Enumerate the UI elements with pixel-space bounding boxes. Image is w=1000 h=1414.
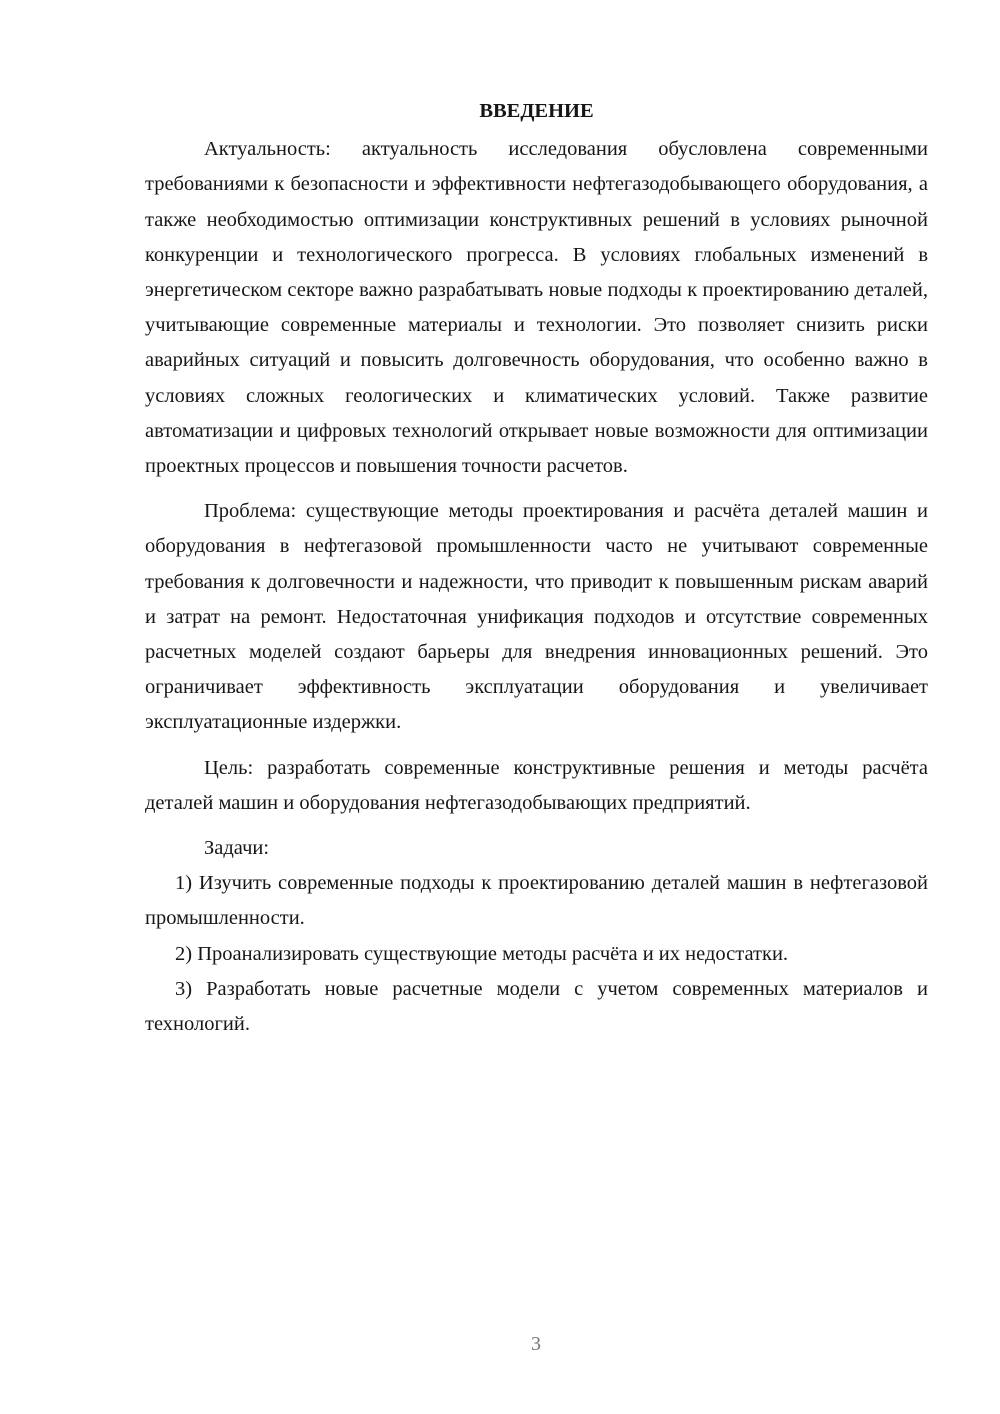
relevance-paragraph: Актуальность: актуальность исследования обусловлена современными требованиями к безопасности и эффективности нефтегазодобывающего оборудования, а также необходимостью оптимизации конструктивных решений в условиях рыночной конкуренции и технологического прогресса. В условиях глобальных изменений в энергетическом секторе важно разрабатывать новые подходы к проектированию деталей, учитывающие современные материалы и технологии. Это позволяет снизить риски аварийных ситуаций и повысить долговечность оборудования, что особенно важно в условиях сложных геологических и климатических условий. Также развитие автоматизации и цифровых технологий открывает новые возможности для оптимизации проектных процессов и повышения точности расчетов. [145,138,928,478]
section-heading: ВВЕДЕНИЕ [479,100,594,122]
task-item-1: 1) Изучить современные подходы к проектированию деталей машин в нефтегазовой промышленности. [145,872,928,930]
page-content [145,94,928,1042]
page-number: 3 [531,1333,541,1355]
goal-paragraph: Цель: разработать современные конструктивные решения и методы расчёта деталей машин и оборудования нефтегазодобывающих предприятий. [145,756,928,814]
task-item-2: 2) Проанализировать существующие методы расчёта и их недостатки. [175,942,789,965]
tasks-label: Задачи: [204,837,270,860]
problem-paragraph: Проблема: существующие методы проектирования и расчёта деталей машин и оборудования в нефтегазовой промышленности часто не учитывают современные требования к долговечности и надежности, что приводит к повышенным рискам аварий и затрат на ремонт. Недостаточная унификация подходов и отсутствие современных расчетных моделей создают барьеры для внедрения инновационных решений. Это ограничивает эффективность эксплуатации оборудования и увеличивает эксплуатационные издержки. [145,500,928,734]
task-item-3: 3) Разработать новые расчетные модели с учетом современных материалов и технологий. [145,977,928,1036]
